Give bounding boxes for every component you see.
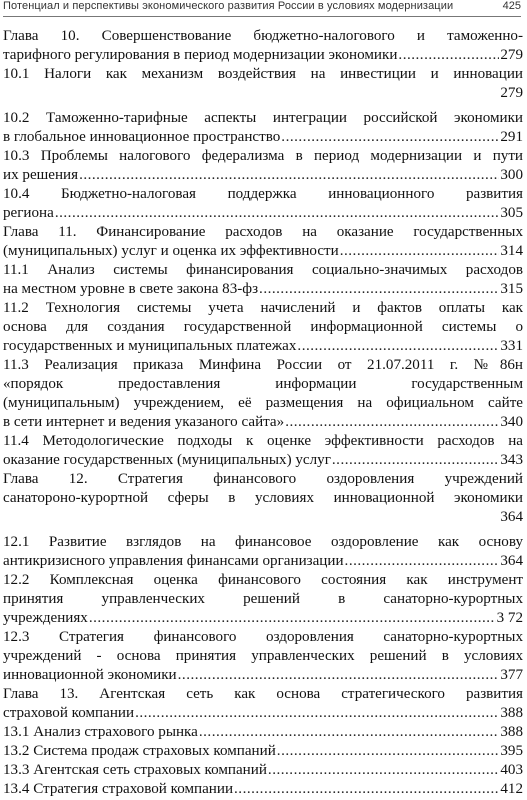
toc-entry-last-line bbox=[3, 46, 523, 65]
toc-entry-last-line bbox=[3, 723, 523, 742]
dot-leader bbox=[285, 413, 499, 432]
toc-page-number: 305 bbox=[500, 205, 523, 221]
toc-entry-line: 12.1 Развитие взглядов на финансовое оздоровление как основу bbox=[3, 534, 523, 550]
toc-entry-text: 13.4 Стратегия страховой компании bbox=[3, 781, 234, 797]
dot-leader bbox=[89, 609, 496, 628]
toc-entry-s12-1 bbox=[3, 533, 523, 571]
toc-entry-line: 12.3 Стратегия финансового оздоровления санаторно-курортных bbox=[3, 629, 523, 645]
toc-entry-s12-2 bbox=[3, 571, 523, 628]
toc-entry-text: (муниципальных) услуг и оценка их эффективности bbox=[3, 243, 339, 259]
toc-page-number: 364 bbox=[500, 509, 523, 525]
toc-entry-last-line bbox=[3, 609, 523, 628]
toc-entry-line: Глава 13. Агентская сеть как основа стратегического развития bbox=[3, 686, 523, 702]
toc-page-number: 3 72 bbox=[496, 610, 523, 626]
running-header bbox=[3, 0, 521, 14]
toc-page-number: 377 bbox=[500, 667, 523, 683]
toc-entry-s13-2 bbox=[3, 742, 523, 761]
toc-entry-text: учреждениях bbox=[3, 610, 88, 626]
toc-entry-ch11 bbox=[3, 223, 523, 261]
toc-entry-text: 13.2 Система продаж страховых компаний bbox=[3, 743, 276, 759]
dot-leader bbox=[277, 742, 500, 761]
toc-entry-text: в сети интернет и ведения указаного сайта» bbox=[3, 414, 285, 430]
toc-entry-s11-1 bbox=[3, 261, 523, 299]
toc-entry-text: тарифного регулирования в период модернизации экономики bbox=[3, 47, 398, 63]
toc-entry-s10-1 bbox=[3, 65, 523, 103]
toc-entry-line: 10.2 Таможенно-тарифные аспекты интеграции российской экономики bbox=[3, 110, 523, 126]
toc-entry-text: государственных и муниципальных платежах bbox=[3, 338, 297, 354]
toc-page-number: 315 bbox=[500, 281, 523, 297]
toc-entry-last-line bbox=[3, 166, 523, 185]
toc-entry-last-line bbox=[3, 666, 523, 685]
toc-entry-line: 12.2 Комплексная оценка финансового состояния как инструмент bbox=[3, 572, 523, 588]
toc-page-number: 331 bbox=[500, 338, 523, 354]
toc-entry-s10-2 bbox=[3, 109, 523, 147]
dot-leader bbox=[345, 552, 500, 571]
toc-entry-text: их решения bbox=[3, 167, 79, 183]
toc-entry-text: региона bbox=[3, 205, 54, 221]
running-header-title: Потенциал и перспективы экономического развития России в условиях модернизации bbox=[3, 0, 454, 12]
toc-entry-text: оказание государственных (муниципальных) услуг bbox=[3, 452, 331, 468]
toc-entry-ch13 bbox=[3, 685, 523, 723]
dot-leader bbox=[398, 46, 499, 65]
toc-entry-line: Глава 10. Совершенствование бюджетно-налогового и таможенно- bbox=[3, 28, 523, 44]
dot-leader bbox=[234, 780, 499, 799]
toc-entry-s11-4 bbox=[3, 432, 523, 470]
toc-entry-s10-4 bbox=[3, 185, 523, 223]
dot-leader bbox=[79, 166, 499, 185]
toc-entry-s13-1 bbox=[3, 723, 523, 742]
toc-page-number: 364 bbox=[500, 553, 523, 569]
dot-leader bbox=[199, 723, 499, 742]
toc-page-number: 291 bbox=[500, 129, 523, 145]
toc-page-number: 388 bbox=[500, 724, 523, 740]
toc-entry-text: 13.1 Анализ страхового рынка bbox=[3, 724, 198, 740]
toc-entry-last-line bbox=[3, 451, 523, 470]
toc-entry-text: инновационной экономики bbox=[3, 667, 177, 683]
dot-leader bbox=[281, 128, 499, 147]
toc-entry-line: Глава 12. Стратегия финансового оздоровления учреждений bbox=[3, 471, 523, 487]
toc-entry-text: на местном уровне в свете закона 83-фз bbox=[3, 281, 259, 297]
toc-entry-line: 11.3 Реализация приказа Минфина России от 21.07.2011 г. №86н bbox=[3, 357, 523, 373]
toc-entry-line: 11.2 Технология системы учета начислений и фактов оплаты как bbox=[3, 300, 523, 316]
toc-entry-s10-3 bbox=[3, 147, 523, 185]
toc-page-number: 403 bbox=[500, 762, 523, 778]
toc-entry-last-line bbox=[3, 242, 523, 261]
toc-page-number: 279 bbox=[500, 47, 523, 63]
toc-entry-s11-2 bbox=[3, 299, 523, 356]
toc-entry-last-line bbox=[3, 761, 523, 780]
toc-entry-line: принятия управленческих решений в санаторно-курортных bbox=[3, 591, 523, 607]
toc-page-number: 300 bbox=[500, 167, 523, 183]
toc-entry-line: Глава 11. Финансирование расходов на оказание государственных bbox=[3, 224, 523, 240]
toc-entry-s12-3 bbox=[3, 628, 523, 685]
toc-entry-s13-3 bbox=[3, 761, 523, 780]
toc-entry-last-line bbox=[3, 204, 523, 223]
toc-entry-text: в глобальное инновационное пространство bbox=[3, 129, 281, 145]
dot-leader bbox=[297, 337, 499, 356]
toc-entry-line: (муниципальным) учреждением, её размещения на официальном сайте bbox=[3, 395, 523, 411]
toc-page-number: 395 bbox=[500, 743, 523, 759]
dot-leader bbox=[135, 704, 499, 723]
toc-entry-line: 11.4 Методологические подходы к оценке эффективности расходов на bbox=[3, 433, 523, 449]
toc-entry-line: санатороно-курортной сферы в условиях инновационной экономики bbox=[3, 490, 523, 506]
toc-entry-last-line bbox=[3, 780, 523, 799]
dot-leader bbox=[268, 761, 499, 780]
toc-entry-last-line bbox=[3, 280, 523, 299]
table-of-contents bbox=[3, 27, 523, 799]
toc-entry-last-line bbox=[3, 552, 523, 571]
toc-entry-line: 10.3 Проблемы налогового федерализма в период модернизации и пути bbox=[3, 148, 523, 164]
dot-leader bbox=[259, 280, 499, 299]
dot-leader bbox=[332, 451, 499, 470]
toc-entry-text: антикризисного управления финансами организации bbox=[3, 553, 344, 569]
toc-entry-line: «порядок предоставления информации государственным bbox=[3, 376, 523, 392]
toc-entry-line: 11.1 Анализ системы финансирования социально-значимых расходов bbox=[3, 262, 523, 278]
toc-entry-text: страховой компании bbox=[3, 705, 135, 721]
page-number: 425 bbox=[502, 0, 521, 12]
toc-page-number: 314 bbox=[500, 243, 523, 259]
toc-page-number: 279 bbox=[500, 85, 523, 101]
toc-entry-line: основа для создания государственной информационной системы о bbox=[3, 319, 523, 335]
toc-entry-line: 10.1 Налоги как механизм воздействия на инвестиции и инновации bbox=[3, 66, 523, 82]
toc-entry-line: учреждений - основа принятия управленческих решений в условиях bbox=[3, 648, 523, 664]
toc-entry-last-line bbox=[3, 128, 523, 147]
header-divider bbox=[3, 16, 521, 17]
dot-leader bbox=[340, 242, 500, 261]
toc-entry-ch12 bbox=[3, 470, 523, 527]
toc-entry-line: 10.4 Бюджетно-налоговая поддержка инновационного развития bbox=[3, 186, 523, 202]
toc-entry-last-line bbox=[3, 704, 523, 723]
toc-page-number: 343 bbox=[500, 452, 523, 468]
toc-entry-s11-3 bbox=[3, 356, 523, 432]
toc-entry-text: 13.3 Агентская сеть страховых компаний bbox=[3, 762, 267, 778]
toc-page-number: 412 bbox=[500, 781, 523, 797]
dot-leader bbox=[55, 204, 500, 223]
toc-entry-s13-4 bbox=[3, 780, 523, 799]
toc-entry-last-line bbox=[3, 337, 523, 356]
toc-page-number: 340 bbox=[500, 414, 523, 430]
toc-entry-ch10 bbox=[3, 27, 523, 65]
toc-entry-last-line bbox=[3, 413, 523, 432]
toc-page-number: 388 bbox=[500, 705, 523, 721]
toc-entry-last-line bbox=[3, 742, 523, 761]
dot-leader bbox=[178, 666, 500, 685]
